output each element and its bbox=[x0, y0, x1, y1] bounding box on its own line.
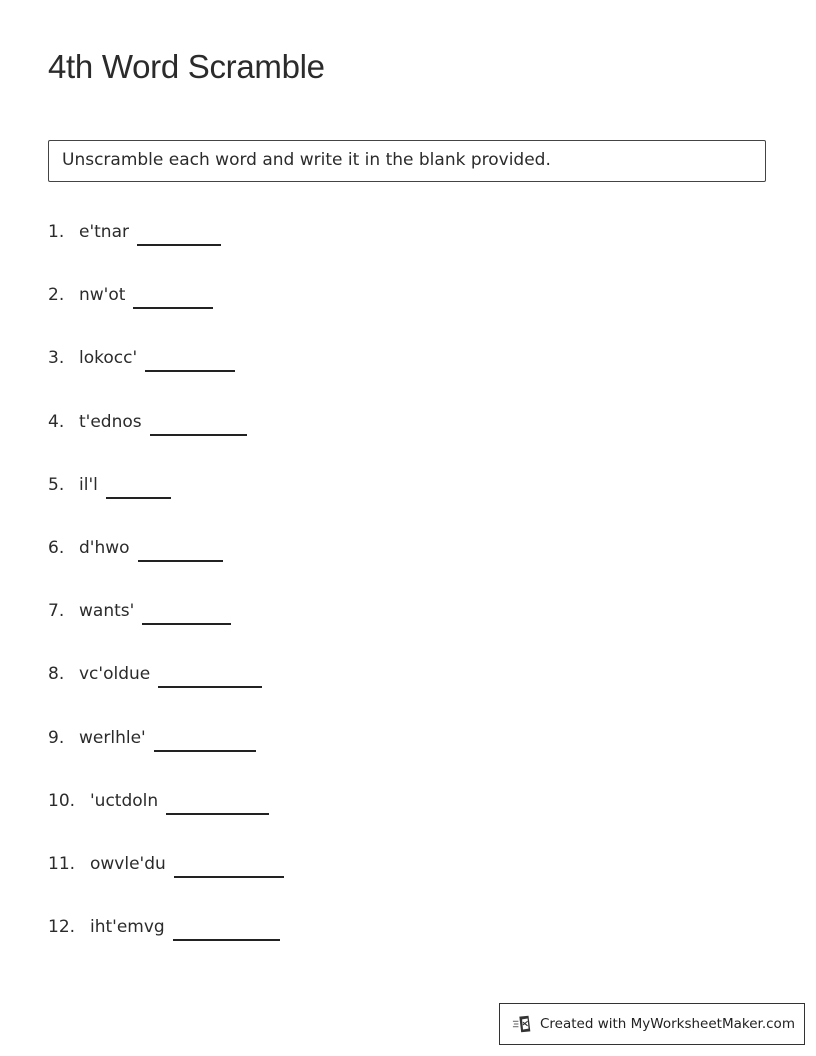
scrambled-word: il'l bbox=[79, 474, 98, 495]
item-number: 1. bbox=[48, 222, 65, 242]
answer-blank[interactable] bbox=[158, 664, 262, 688]
scramble-item bbox=[48, 601, 284, 664]
answer-blank[interactable] bbox=[138, 538, 223, 562]
item-number: 10. bbox=[48, 790, 76, 811]
item-number: 9. bbox=[48, 727, 65, 748]
footer-credit bbox=[499, 1003, 805, 1045]
scramble-item bbox=[48, 854, 284, 917]
answer-blank[interactable] bbox=[106, 475, 171, 499]
footer-text: Created with MyWorksheetMaker.com bbox=[540, 1016, 795, 1032]
answer-blank[interactable] bbox=[142, 601, 231, 625]
scrambled-word: werlhle' bbox=[79, 727, 146, 748]
answer-blank[interactable] bbox=[173, 917, 280, 941]
scramble-item bbox=[48, 475, 284, 538]
scramble-item bbox=[48, 285, 284, 348]
scramble-item bbox=[48, 538, 284, 601]
scrambled-word: d'hwo bbox=[79, 537, 130, 558]
worksheet-maker-logo-icon bbox=[512, 1013, 534, 1035]
answer-blank[interactable] bbox=[137, 222, 221, 246]
instructions-box bbox=[48, 140, 766, 182]
item-number: 12. bbox=[48, 917, 76, 938]
scrambled-word: wants' bbox=[79, 601, 135, 622]
item-number: 2. bbox=[48, 285, 65, 306]
scramble-item bbox=[48, 348, 284, 411]
item-number: 6. bbox=[48, 537, 65, 558]
scrambled-word: t'ednos bbox=[79, 411, 142, 432]
item-number: 4. bbox=[48, 411, 65, 432]
answer-blank[interactable] bbox=[133, 285, 213, 309]
scramble-list bbox=[48, 222, 284, 980]
item-number: 11. bbox=[48, 853, 76, 874]
item-number: 7. bbox=[48, 601, 65, 622]
item-number: 5. bbox=[48, 474, 65, 495]
scramble-item bbox=[48, 664, 284, 727]
answer-blank[interactable] bbox=[150, 412, 247, 436]
item-number: 8. bbox=[48, 664, 65, 685]
scrambled-word: lokocc' bbox=[79, 348, 138, 369]
scrambled-word: iht'emvg bbox=[90, 917, 165, 938]
scramble-item bbox=[48, 917, 284, 980]
answer-blank[interactable] bbox=[145, 348, 235, 372]
scrambled-word: owvle'du bbox=[90, 853, 166, 874]
scramble-item bbox=[48, 412, 284, 475]
worksheet-title: 4th Word Scramble bbox=[48, 48, 325, 85]
scrambled-word: 'uctdoln bbox=[90, 790, 159, 811]
answer-blank[interactable] bbox=[166, 791, 269, 815]
scrambled-word: vc'oldue bbox=[79, 664, 151, 685]
scramble-item bbox=[48, 222, 284, 285]
scramble-item bbox=[48, 791, 284, 854]
scrambled-word: nw'ot bbox=[79, 285, 126, 306]
scrambled-word: e'tnar bbox=[79, 222, 129, 242]
item-number: 3. bbox=[48, 348, 65, 369]
instructions-text: Unscramble each word and write it in the blank provided. bbox=[62, 150, 551, 170]
answer-blank[interactable] bbox=[154, 728, 256, 752]
scramble-item bbox=[48, 728, 284, 791]
answer-blank[interactable] bbox=[174, 854, 284, 878]
